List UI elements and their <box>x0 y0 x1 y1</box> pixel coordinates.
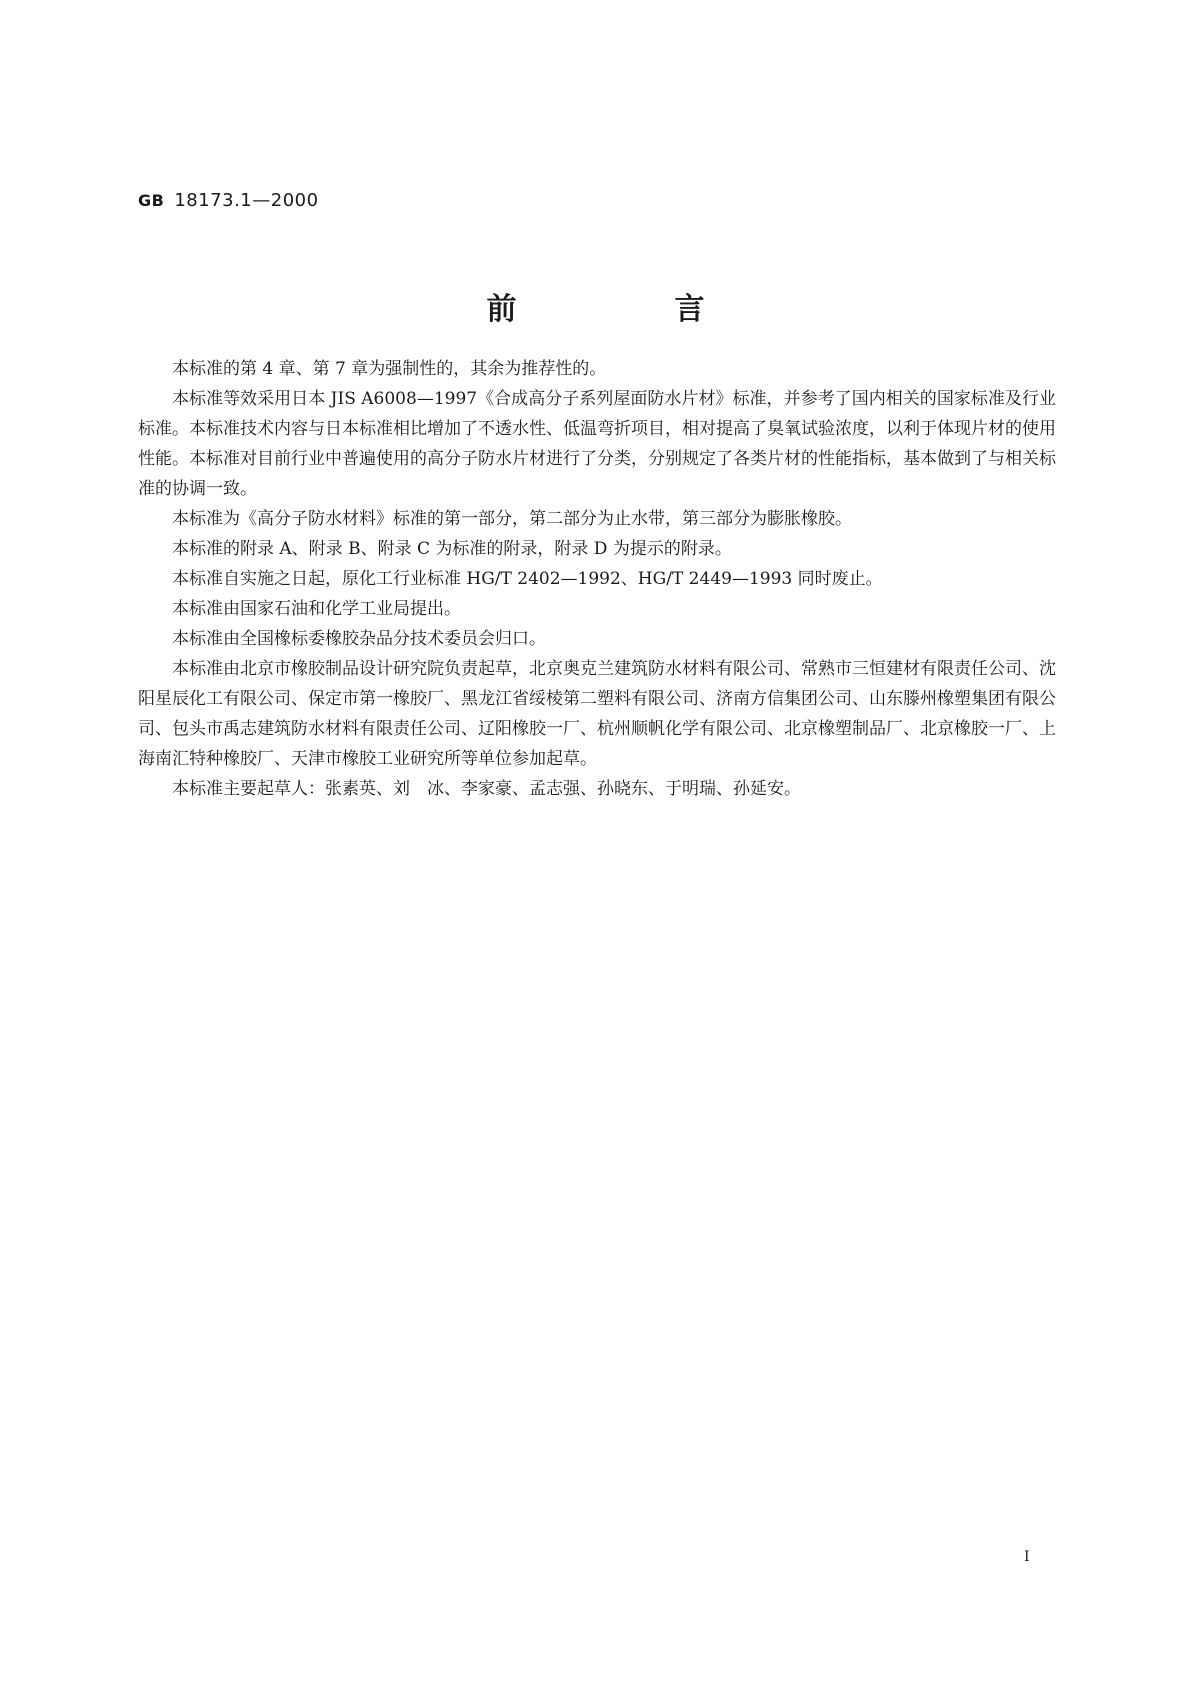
page-title: 前 言 <box>486 292 769 327</box>
paragraph: 本标准的附录 A、附录 B、附录 C 为标准的附录，附录 D 为提示的附录。 <box>172 539 732 559</box>
paragraph: 本标准为《高分子防水材料》标准的第一部分，第二部分为止水带，第三部分为膨胀橡胶。 <box>172 509 852 529</box>
foreword-body <box>138 354 1056 804</box>
standard-number: 18173.1—2000 <box>174 190 319 211</box>
paragraph: 本标准的第 4 章、第 7 章为强制性的，其余为推荐性的。 <box>172 359 607 379</box>
page-number: I <box>1024 1549 1030 1565</box>
paragraph: 本标准主要起草人：张素英、刘 冰、李家豪、孟志强、孙晓东、于明瑞、孙延安。 <box>172 779 801 799</box>
paragraph: 本标准自实施之日起，原化工行业标准 HG/T 2402—1992、HG/T 2449—1993 同时废止。 <box>172 569 883 589</box>
standard-prefix: GB <box>138 191 165 210</box>
paragraph: 本标准由国家石油和化学工业局提出。 <box>172 599 461 619</box>
paragraph: 本标准由全国橡标委橡胶杂品分技术委员会归口。 <box>172 629 546 649</box>
standard-code <box>138 190 319 211</box>
paragraph: 本标准等效采用日本 JIS A6008—1997《合成高分子系列屋面防水片材》标准，并参考了国内相关的国家标准及行业标准。本标准技术内容与日本标准相比增加了不透水性、低温弯折项目，相对提高了臭氧试验浓度，以利于体现片材的使用性能。本标准对目前行业中普遍使用的高分子防水片材进行了分类，分别规定了各类片材的性能指标，基本做到了与相关标准的协调一致。 <box>138 389 1056 499</box>
paragraph: 本标准由北京市橡胶制品设计研究院负责起草，北京奥克兰建筑防水材料有限公司、常熟市三恒建材有限责任公司、沈阳星辰化工有限公司、保定市第一橡胶厂、黑龙江省绥棱第二塑料有限公司、济南方信集团公司、山东滕州橡塑集团有限公司、包头市禹志建筑防水材料有限责任公司、辽阳橡胶一厂、杭州顺帆化学有限公司、北京橡塑制品厂、北京橡胶一厂、上海南汇特种橡胶厂、天津市橡胶工业研究所等单位参加起草。 <box>138 659 1056 769</box>
